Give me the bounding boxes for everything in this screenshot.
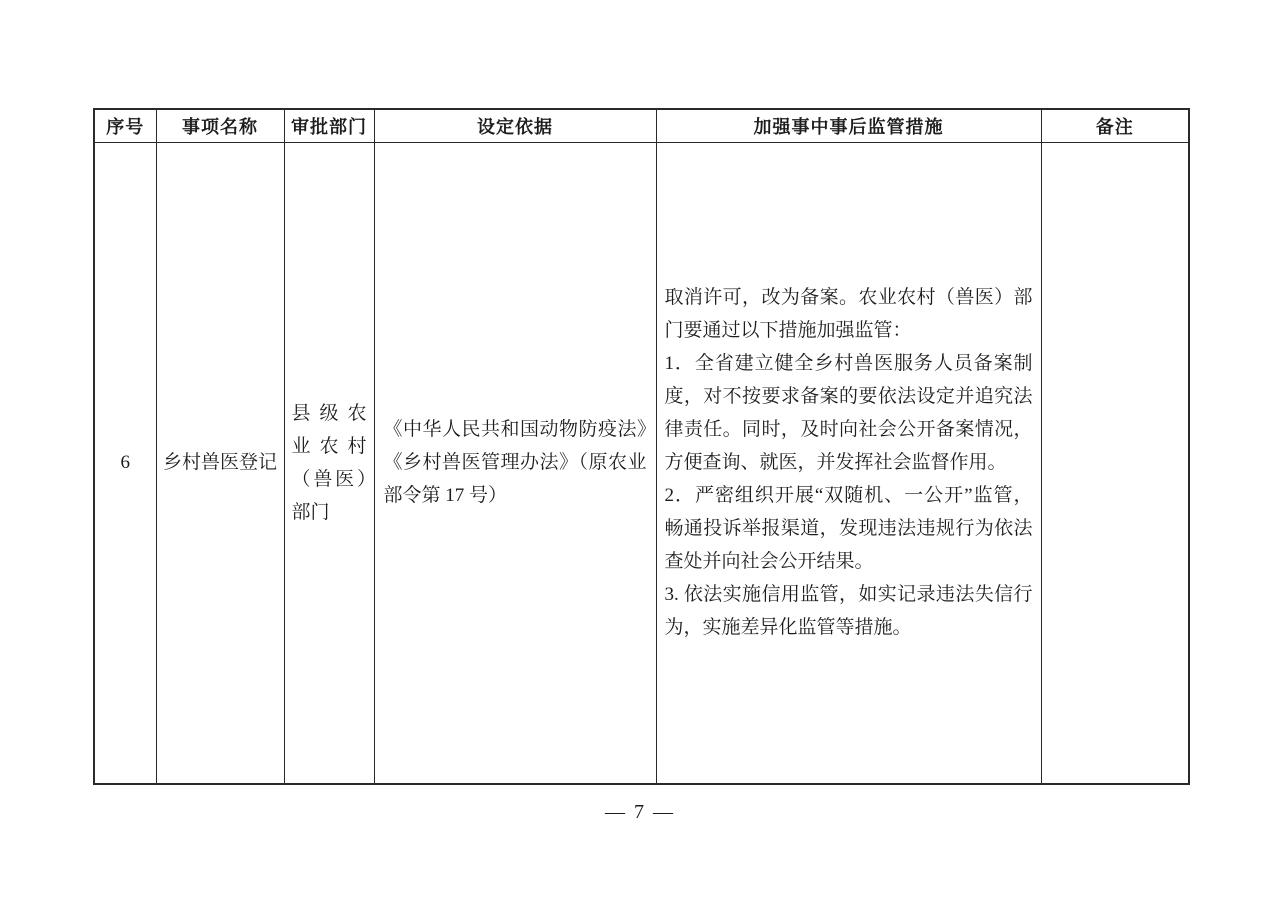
cell-serial-number: 6 (94, 142, 156, 784)
header-legal-basis: 设定依据 (374, 109, 656, 142)
table-row (94, 142, 1189, 784)
measures-paragraph-intro: 取消许可，改为备案。农业农村（兽医）部门要通过以下措施加强监管： (664, 287, 1033, 342)
cell-item-name: 乡村兽医登记 (156, 142, 284, 784)
cell-approval-department: 县级农业农村（兽医）部门 (284, 142, 374, 784)
header-supervision-measures: 加强事中事后监管措施 (656, 109, 1041, 142)
measures-paragraph-3: 3. 依法实施信用监管，如实记录违法失信行为，实施差异化监管等措施。 (664, 584, 1033, 639)
measures-paragraph-1: 1．全省建立健全乡村兽医服务人员备案制度，对不按要求备案的要依法设定并追究法律责任。同时，及时向社会公开备案情况，方便查询、就医，并发挥社会监督作用。 (664, 353, 1033, 474)
approval-items-table (93, 108, 1190, 785)
header-remarks: 备注 (1041, 109, 1189, 142)
header-serial-number: 序号 (94, 109, 156, 142)
page-number: — 7 — (605, 801, 675, 823)
measures-paragraph-2: 2．严密组织开展“双随机、一公开”监管，畅通投诉举报渠道，发现违法违规行为依法查处并向社会公开结果。 (664, 485, 1033, 573)
cell-supervision-measures (656, 142, 1041, 784)
cell-legal-basis: 《中华人民共和国动物防疫法》《乡村兽医管理办法》（原农业部令第 17 号） (374, 142, 656, 784)
header-approval-department: 审批部门 (284, 109, 374, 142)
table-header-row (94, 109, 1189, 142)
header-item-name: 事项名称 (156, 109, 284, 142)
cell-remarks (1041, 142, 1189, 784)
